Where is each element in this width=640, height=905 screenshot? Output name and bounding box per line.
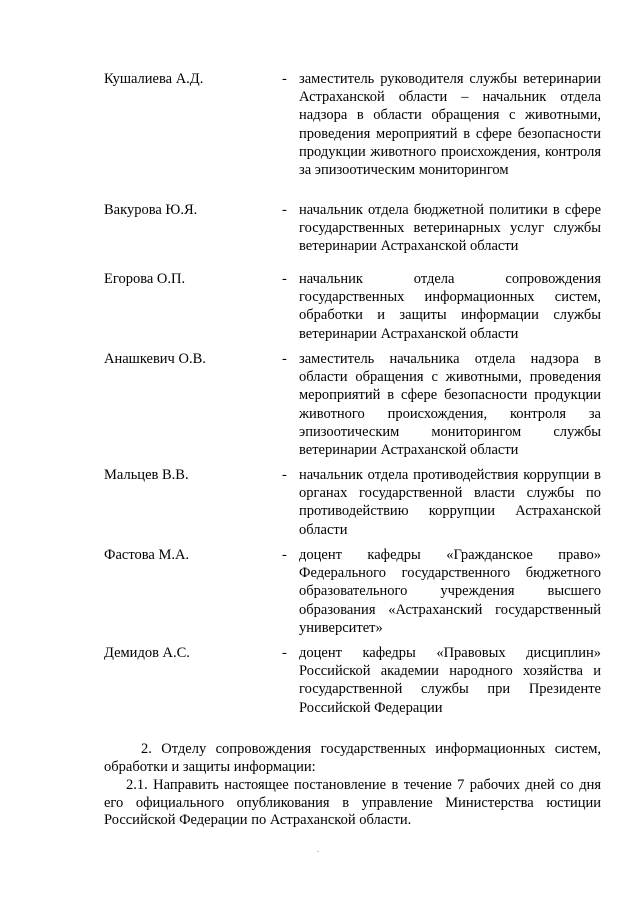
- member-dash: -: [282, 351, 287, 367]
- member-role: доцент кафедры «Гражданское право» Федерального государственного бюджетного образовательного учреждения высшего образования «Астраханский государственный университет»: [299, 547, 601, 636]
- member-name: Егорова О.П.: [104, 271, 186, 287]
- paragraph-item-2-1: 2.1. Направить настоящее постановление в течение 7 рабочих дней со дня его официального опубликования в управление Министерства юстиции Российской Федерации по Астраханской области.: [104, 777, 601, 828]
- member-name: Вакурова Ю.Я.: [104, 202, 198, 218]
- member-name: Анашкевич О.В.: [104, 351, 206, 367]
- member-dash: -: [282, 645, 287, 661]
- member-name: Фастова М.А.: [104, 547, 190, 563]
- member-role: начальник отдела бюджетной политики в сфере государственных ветеринарных услуг службы ветеринарии Астраханской области: [299, 202, 601, 255]
- member-name: Мальцев В.В.: [104, 467, 189, 483]
- scan-speck: [317, 851, 319, 852]
- member-name: Кушалиева А.Д.: [104, 71, 204, 87]
- member-dash: -: [282, 467, 287, 483]
- member-role: начальник отдела сопровождения государственных информационных систем, обработки и защиты информации службы ветеринарии Астраханской области: [299, 271, 601, 342]
- paragraph-item-2: 2. Отделу сопровождения государственных информационных систем, обработки и защиты информации:: [104, 741, 601, 775]
- member-role: начальник отдела противодействия коррупции в органах государственной власти службы по противодействию коррупции Астраханской области: [299, 467, 601, 538]
- member-dash: -: [282, 71, 287, 87]
- member-name: Демидов А.С.: [104, 645, 190, 661]
- member-dash: -: [282, 547, 287, 563]
- member-dash: -: [282, 271, 287, 287]
- member-role: заместитель начальника отдела надзора в области обращения с животными, проведения мероприятий в сфере безопасности продукции животного происхождения, контроля за эпизоотическим мониторингом службы ветеринарии Астраханской области: [299, 351, 601, 459]
- member-role: заместитель руководителя службы ветеринарии Астраханской области – начальник отдела надзора в области обращения с животными, проведения мероприятий в сфере безопасности продукции животного происхождения, контроля за эпизоотическим мониторингом: [299, 71, 601, 179]
- member-role: доцент кафедры «Правовых дисциплин» Российской академии народного хозяйства и государственной службы при Президенте Российской Федерации: [299, 645, 601, 716]
- member-dash: -: [282, 202, 287, 218]
